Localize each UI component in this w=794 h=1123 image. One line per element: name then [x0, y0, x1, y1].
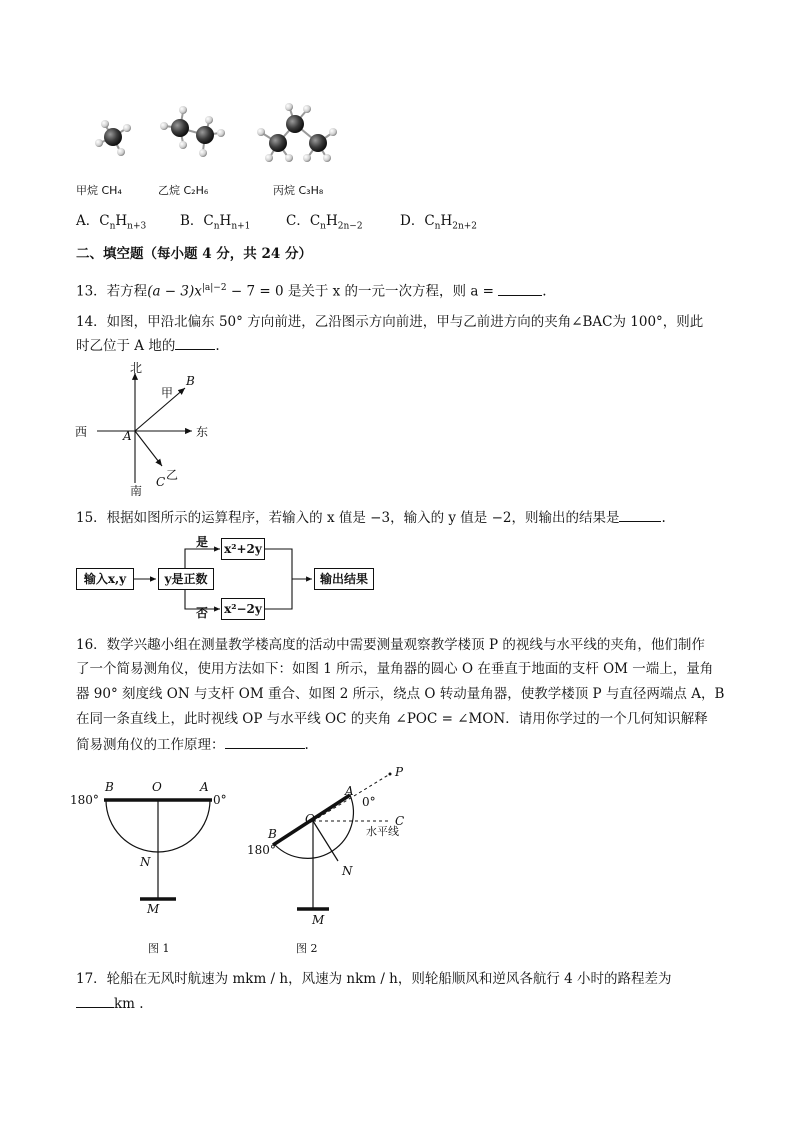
flowchart-yes-box: x²+2y	[221, 538, 265, 560]
fig1-label-180: 180°	[70, 793, 99, 807]
question-16-line3: 器 90° 刻度线 ON 与支杆 OM 重合、如图 2 所示，绕点 O 转动量角器，使教学楼顶 P 与直径两端点 A，B	[76, 686, 725, 702]
fig2-label-P: P	[395, 765, 404, 779]
fig1-caption: 图 1	[148, 942, 170, 955]
fig1-label-M: M	[147, 902, 160, 916]
flowchart-condition-box: y是正数	[158, 568, 214, 590]
fig2-label-horizontal: 水平线	[366, 825, 399, 838]
fig1-label-N: N	[140, 855, 151, 869]
fig2-label-0: 0°	[362, 795, 376, 809]
propane-label: 丙烷 C₃H₈	[273, 184, 324, 197]
question-16-line5: 简易测角仪的工作原理： .	[76, 734, 309, 756]
fig2-label-M: M	[312, 913, 325, 927]
fig2-label-A: A	[345, 784, 354, 798]
question-16-line1: 16．数学兴趣小组在测量教学楼高度的活动中需要测量观察教学楼顶 P 的视线与水平线的夹角，他们制作	[76, 637, 705, 653]
label-C: C	[156, 475, 166, 489]
flowchart-input-box: 输入x,y	[76, 568, 134, 590]
fig2-caption: 图 2	[296, 942, 318, 955]
answer-blank[interactable]	[498, 281, 542, 296]
question-16-line2: 了一个简易测角仪，使用方法如下：如图 1 所示，量角器的圆心 O 在垂直于地面的支杆 OM 一端上，量角	[76, 661, 714, 677]
label-north: 北	[130, 361, 143, 375]
fig2-label-B: B	[268, 827, 277, 841]
answer-blank[interactable]	[619, 507, 661, 522]
fig1-label-B: B	[105, 780, 114, 794]
section-title: 二、填空题（每小题 4 分，共 24 分）	[76, 246, 312, 262]
label-west: 西	[75, 425, 88, 439]
label-jia: 甲	[161, 386, 174, 400]
protractor-figure-2	[265, 765, 415, 915]
fig2-label-C: C	[395, 814, 405, 828]
answer-blank[interactable]	[225, 734, 305, 749]
q12-option-d: D．$C_nH_{2n+2}$	[400, 213, 478, 232]
answer-blank[interactable]	[175, 335, 215, 350]
question-15: 15．根据如图所示的运算程序，若输入的 x 值是 −3，输入的 y 值是 −2，则输出的结果是 .	[76, 507, 666, 529]
question-17-line2: km .	[76, 993, 144, 1015]
question-14-line2: 时乙位于 A 地的 .	[76, 335, 220, 357]
methane-model	[95, 120, 131, 156]
flowchart-no-label: 否	[196, 606, 209, 620]
q12-option-b: B．$C_nH_{n+1}$	[180, 213, 251, 232]
fig1-label-0: 0°	[213, 793, 227, 807]
label-south: 南	[130, 484, 143, 498]
fig1-label-A: A	[200, 780, 209, 794]
fig2-label-N: N	[342, 864, 353, 878]
q12-option-c: C．$C_nH_{2n-2}$	[286, 213, 363, 232]
question-13: 13．若方程$(a - 3)x^{|a|-2} - 7 = 0$ 是关于 x 的一元一次方程，则 a = .	[76, 277, 547, 303]
ethane-model	[160, 106, 225, 157]
answer-blank[interactable]	[76, 993, 114, 1008]
label-yi: 乙	[166, 468, 179, 482]
propane-model	[257, 103, 337, 162]
methane-label: 甲烷 CH₄	[76, 184, 122, 197]
fig2-label-180: 180°	[247, 843, 276, 857]
question-14-line1: 14．如图，甲沿北偏东 50° 方向前进，乙沿图示方向前进，甲与乙前进方向的夹角∠BAC为 100°，则此	[76, 314, 704, 330]
protractor-figure-1	[100, 790, 220, 910]
label-A: A	[123, 429, 132, 443]
label-east: 东	[196, 425, 209, 439]
label-B: B	[186, 374, 195, 388]
question-17-line1: 17．轮船在无风时航速为 mkm / h，风速为 nkm / h，则轮船顺风和逆风各航行 4 小时的路程差为	[76, 971, 672, 987]
q12-option-a: A．$C_nH_{n+3}$	[76, 213, 147, 232]
alkane-molecule-figure	[70, 95, 360, 165]
ethane-label: 乙烷 C₂H₆	[158, 184, 209, 197]
flowchart-yes-label: 是	[196, 535, 209, 549]
fig2-label-O: O	[305, 812, 315, 826]
question-16-line4: 在同一条直线上，此时视线 OP 与水平线 OC 的夹角 ∠POC = ∠MON．请用你学过的一个几何知识解释	[76, 711, 708, 727]
fig1-label-O: O	[152, 780, 162, 794]
flowchart-output-box: 输出结果	[314, 568, 374, 590]
flowchart-no-box: x²−2y	[221, 598, 265, 620]
